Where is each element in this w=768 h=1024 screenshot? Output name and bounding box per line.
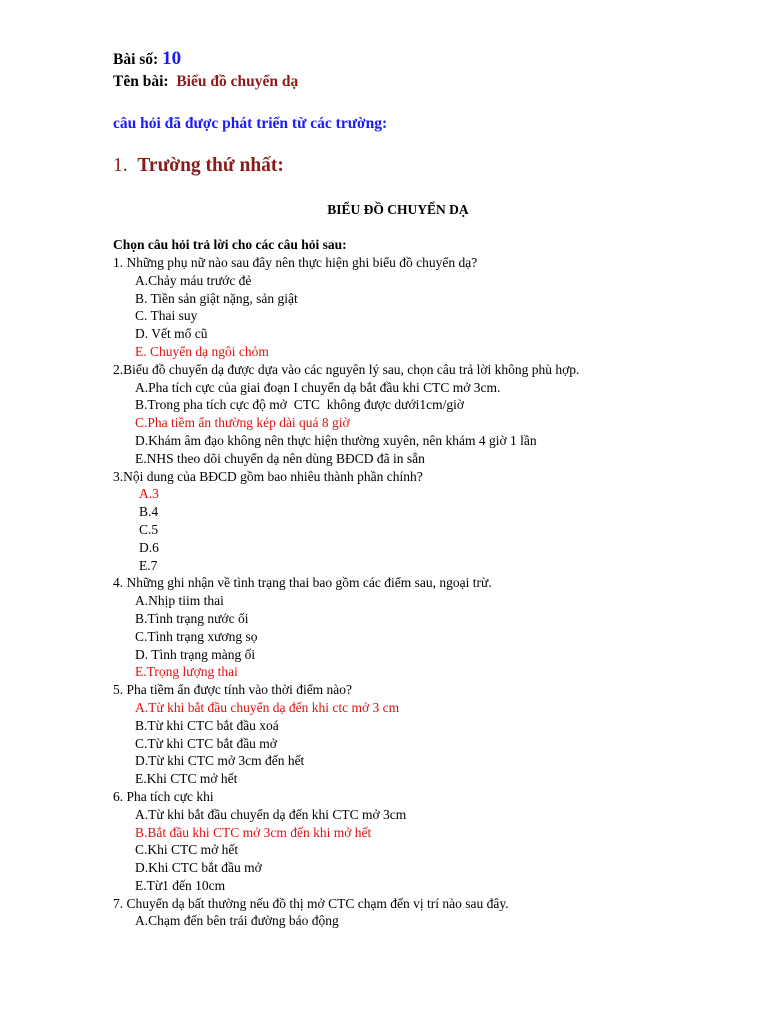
option-6b-answer: B.Bắt đầu khi CTC mở 3cm đến khi mở hết (135, 824, 372, 840)
option-3e: E.7 (139, 557, 158, 573)
option-6d: D.Khi CTC bắt đầu mở (135, 860, 262, 876)
option-1b: B. Tiền sản giật nặng, sản giật (135, 290, 298, 306)
ten-bai-label: Tên bài: (113, 73, 169, 90)
option-2d: D.Khám âm đạo không nên thực hiện thường xuyên, nên khám 4 giờ 1 lần (135, 432, 537, 448)
question-7: 7. Chuyển dạ bất thường nếu đồ thị mở CTC chạm đến vị trí nào sau đây. (113, 895, 509, 911)
bai-so-value: 10 (162, 48, 182, 69)
question-3: 3.Nội dung của BĐCD gồm bao nhiêu thành phần chính? (113, 468, 423, 484)
option-2c-answer: C.Pha tiềm ẩn thường kép dài quá 8 giờ (135, 415, 350, 431)
option-6c: C.Khi CTC mở hết (135, 842, 239, 858)
option-1a: A.Chảy máu trước đẻ (135, 272, 252, 288)
option-4c: C.Tình trạng xương sọ (135, 628, 258, 644)
option-3d: D.6 (139, 539, 159, 555)
option-5e: E.Khi CTC mở hết (135, 771, 238, 787)
option-5b: B.Từ khi CTC bắt đầu xoá (135, 717, 279, 733)
section-title: Trường thứ nhất: (137, 155, 284, 176)
document-page (113, 48, 733, 930)
option-3c: C.5 (139, 521, 159, 537)
option-3a-answer: A.3 (139, 486, 159, 502)
option-1e-answer: E. Chuyển dạ ngôi chỏm (135, 343, 269, 359)
option-4b: B.Tình trạng nước ối (135, 610, 249, 626)
question-1: 1. Những phụ nữ nào sau đây nên thực hiện ghi biểu đồ chuyển dạ? (113, 255, 478, 270)
question-6: 6. Pha tích cực khi (113, 788, 214, 804)
section-number: 1. (113, 155, 128, 176)
option-1d: D. Vết mổ cũ (135, 326, 208, 342)
option-7a: A.Chạm đến bên trái đường báo động (135, 913, 339, 929)
option-2e: E.NHS theo dõi chuyển dạ nên dùng BĐCD đã in sẵn (135, 450, 425, 466)
question-5: 5. Pha tiềm ẩn được tính vào thời điểm nào? (113, 682, 353, 698)
option-2a: A.Pha tích cực của giai đoạn I chuyển dạ bắt đầu khi CTC mở 3cm. (135, 379, 501, 395)
subtitle: câu hỏi đã được phát triển từ các trường: (113, 115, 388, 132)
option-3b: B.4 (139, 504, 159, 520)
bai-so-line (113, 48, 733, 71)
question-2: 2.Biểu đồ chuyển dạ được dựa vào các nguyên lý sau, chọn câu trả lời không phù hợp. (113, 361, 580, 377)
option-6e: E.Từ1 đến 10cm (135, 877, 226, 893)
option-4a: A.Nhịp tiim thai (135, 593, 224, 609)
option-4d: D. Tình trạng màng ối (135, 646, 256, 662)
question-4: 4. Những ghi nhận về tình trạng thai bao gồm các điểm sau, ngoại trừ. (113, 575, 492, 591)
option-5a-answer: A.Từ khi bắt đầu chuyển dạ đến khi ctc mở 3 cm (135, 699, 400, 715)
option-4e-answer: E.Trọng lượng thai (135, 664, 238, 680)
option-1c: C. Thai suy (135, 308, 198, 324)
doc-title: BIỂU ĐỒ CHUYỂN DẠ (327, 202, 469, 217)
ten-bai-value: Biểu đồ chuyển dạ (176, 73, 299, 90)
option-5d: D.Từ khi CTC mở 3cm đến hết (135, 753, 305, 769)
option-6a: A.Từ khi bắt đầu chuyển dạ đến khi CTC mở 3cm (135, 806, 407, 822)
intro-text: Chọn câu hỏi trả lời cho các câu hỏi sau: (113, 237, 347, 252)
option-2b: B.Trong pha tích cực độ mở CTC không được dưới1cm/giờ (135, 397, 464, 413)
section-heading (113, 153, 733, 179)
option-5c: C.Từ khi CTC bắt đầu mở (135, 735, 277, 751)
ten-bai-line (113, 71, 733, 93)
bai-so-label: Bài số: (113, 51, 159, 68)
